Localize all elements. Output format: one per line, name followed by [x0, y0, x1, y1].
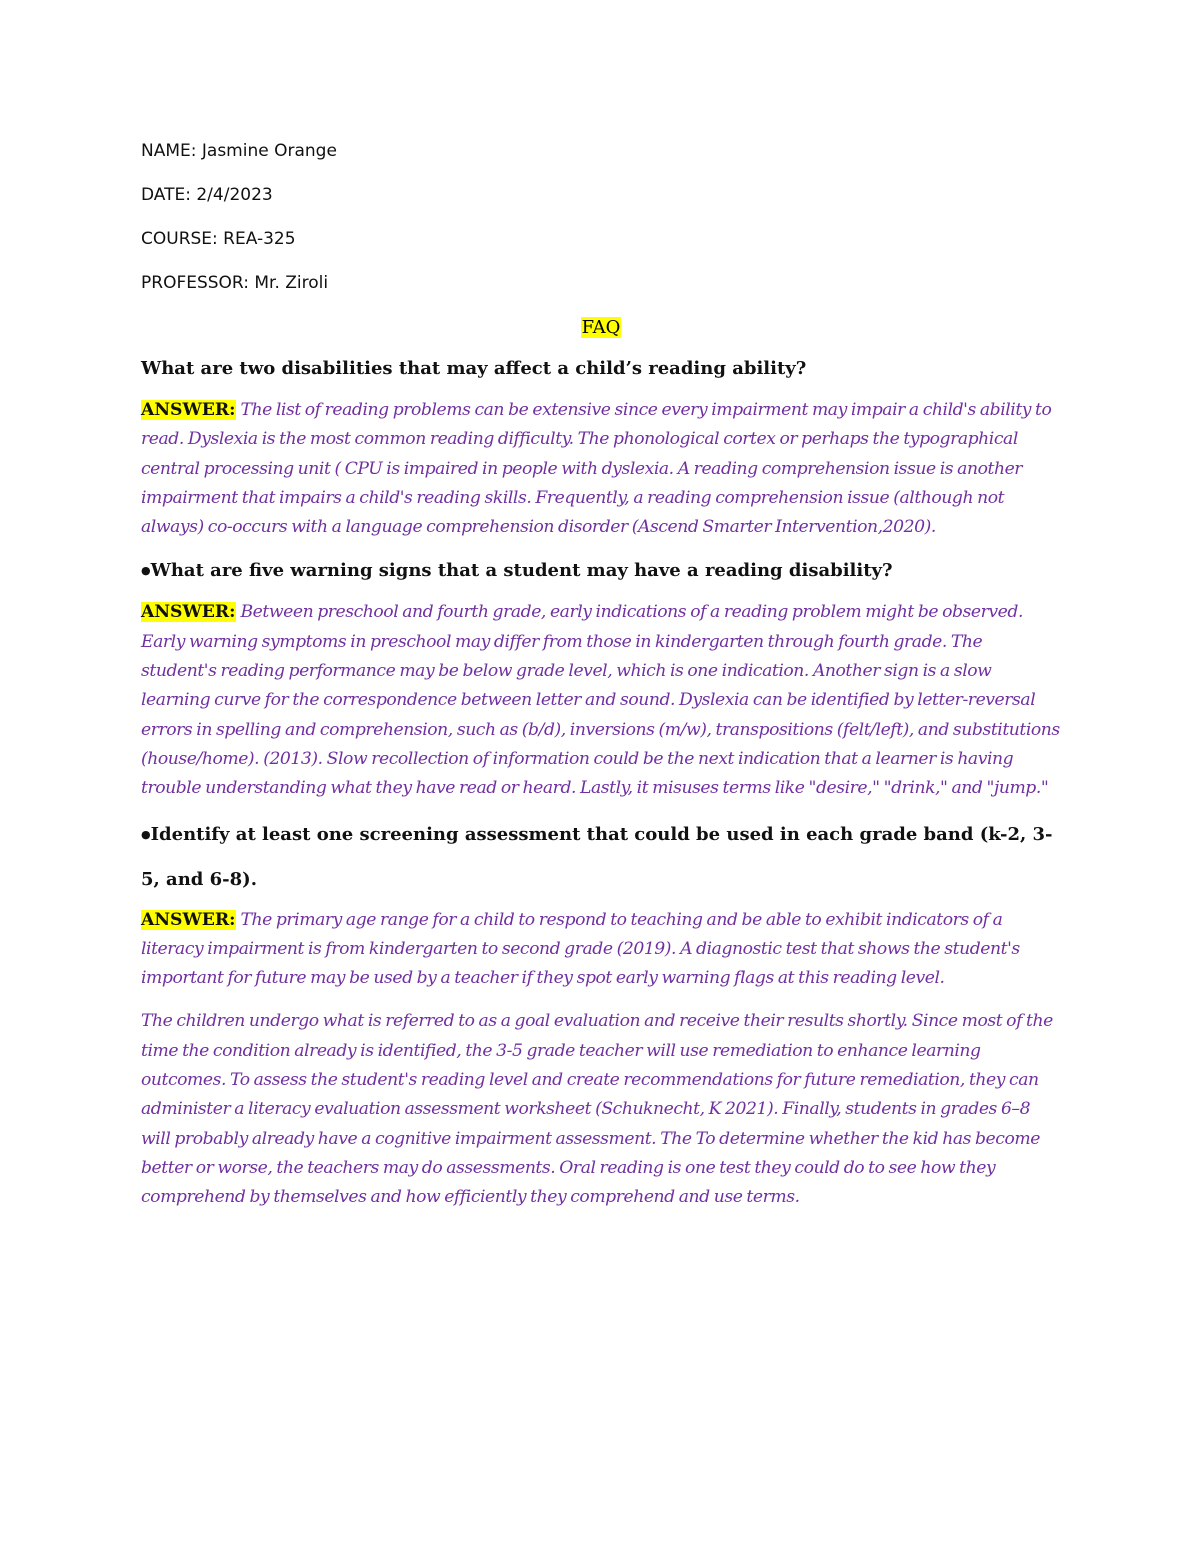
date-line: DATE: 2/4/2023: [141, 185, 273, 205]
document-body: [141, 140, 1061, 1227]
course-line: COURSE: REA-325: [141, 229, 296, 249]
question-3: [141, 812, 1061, 902]
bullet-icon: ●: [141, 564, 151, 578]
professor-line: PROFESSOR: Mr. Ziroli: [141, 273, 329, 293]
answer-3-continued-text: The children undergo what is referred to as a goal evaluation and receive their results shortly. Since most of the time the condition already is identified, the 3-5 grade teacher will use remediation to enhance learning outcomes. To assess the student's reading level and create recommendations for future remediation, they can administer a literacy evaluation assessment worksheet (Schuknecht, K 2021). Finally, students in grades 6–8 will probably already have a cognitive impairment assessment. The To determine whether the kid has become better or worse, the teachers may do assessments. Oral reading is one test they could do to see how they comprehend by themselves and how efficiently they comprehend and use terms.: [141, 1011, 1053, 1208]
question-2-text: What are five warning signs that a student may have a reading disability?: [150, 560, 893, 582]
answer-3-continued: [141, 1007, 1061, 1212]
answer-2-text: Between preschool and fourth grade, early indications of a reading problem might be observed. Early warning symptoms in preschool may differ from those in kindergarten through fourth grade. The student's reading performance may be below grade level, which is one indication. Another sign is a slow learning curve for the correspondence between letter and sound. Dyslexia can be identified by letter-reversal errors in spelling and comprehension, such as (b/d), inversions (m/w), transpositions (felt/left), and substitutions (house/home). (2013). Slow recollection of information could be the next indication that a learner is having trouble understanding what they have read or heard. Lastly, it misuses terms like "desire," "drink," and "jump.": [141, 602, 1060, 799]
answer-1: [141, 396, 1061, 542]
answer-3-text: The primary age range for a child to respond to teaching and be able to exhibit indicators of a literacy impairment is from kindergarten to second grade (2019). A diagnostic test that shows the student's important for future may be used by a teacher if they spot early warning flags at this reading level.: [141, 909, 1020, 989]
question-3-text: Identify at least one screening assessment that could be used in each grade band (k-2, 3-5, and 6-8).: [141, 823, 1053, 890]
answer-1-text: The list of reading problems can be extensive since every impairment may impair a child's ability to read. Dyslexia is the most common reading difficulty. The phonological cortex or perhaps the typographical central processing unit ( CPU is impaired in people with dyslexia. A reading comprehension issue is another impairment that impairs a child's reading skills. Frequently, a reading comprehension issue (although not always) co-occurs with a language comprehension disorder (Ascend Smarter Intervention,2020).: [141, 400, 1052, 538]
answer-3: [141, 906, 1061, 994]
question-2: [141, 556, 1061, 585]
question-1: [141, 354, 1061, 383]
answer-label: ANSWER:: [141, 909, 236, 930]
student-name-line: NAME: Jasmine Orange: [141, 141, 337, 161]
answer-label: ANSWER:: [141, 602, 236, 623]
question-1-text: What are two disabilities that may affect a child’s reading ability?: [141, 358, 807, 379]
answer-2: [141, 598, 1061, 803]
answer-label: ANSWER:: [141, 400, 236, 420]
faq-title-text: FAQ: [581, 317, 621, 338]
faq-title: [141, 316, 1061, 340]
bullet-icon: ●: [141, 827, 151, 841]
